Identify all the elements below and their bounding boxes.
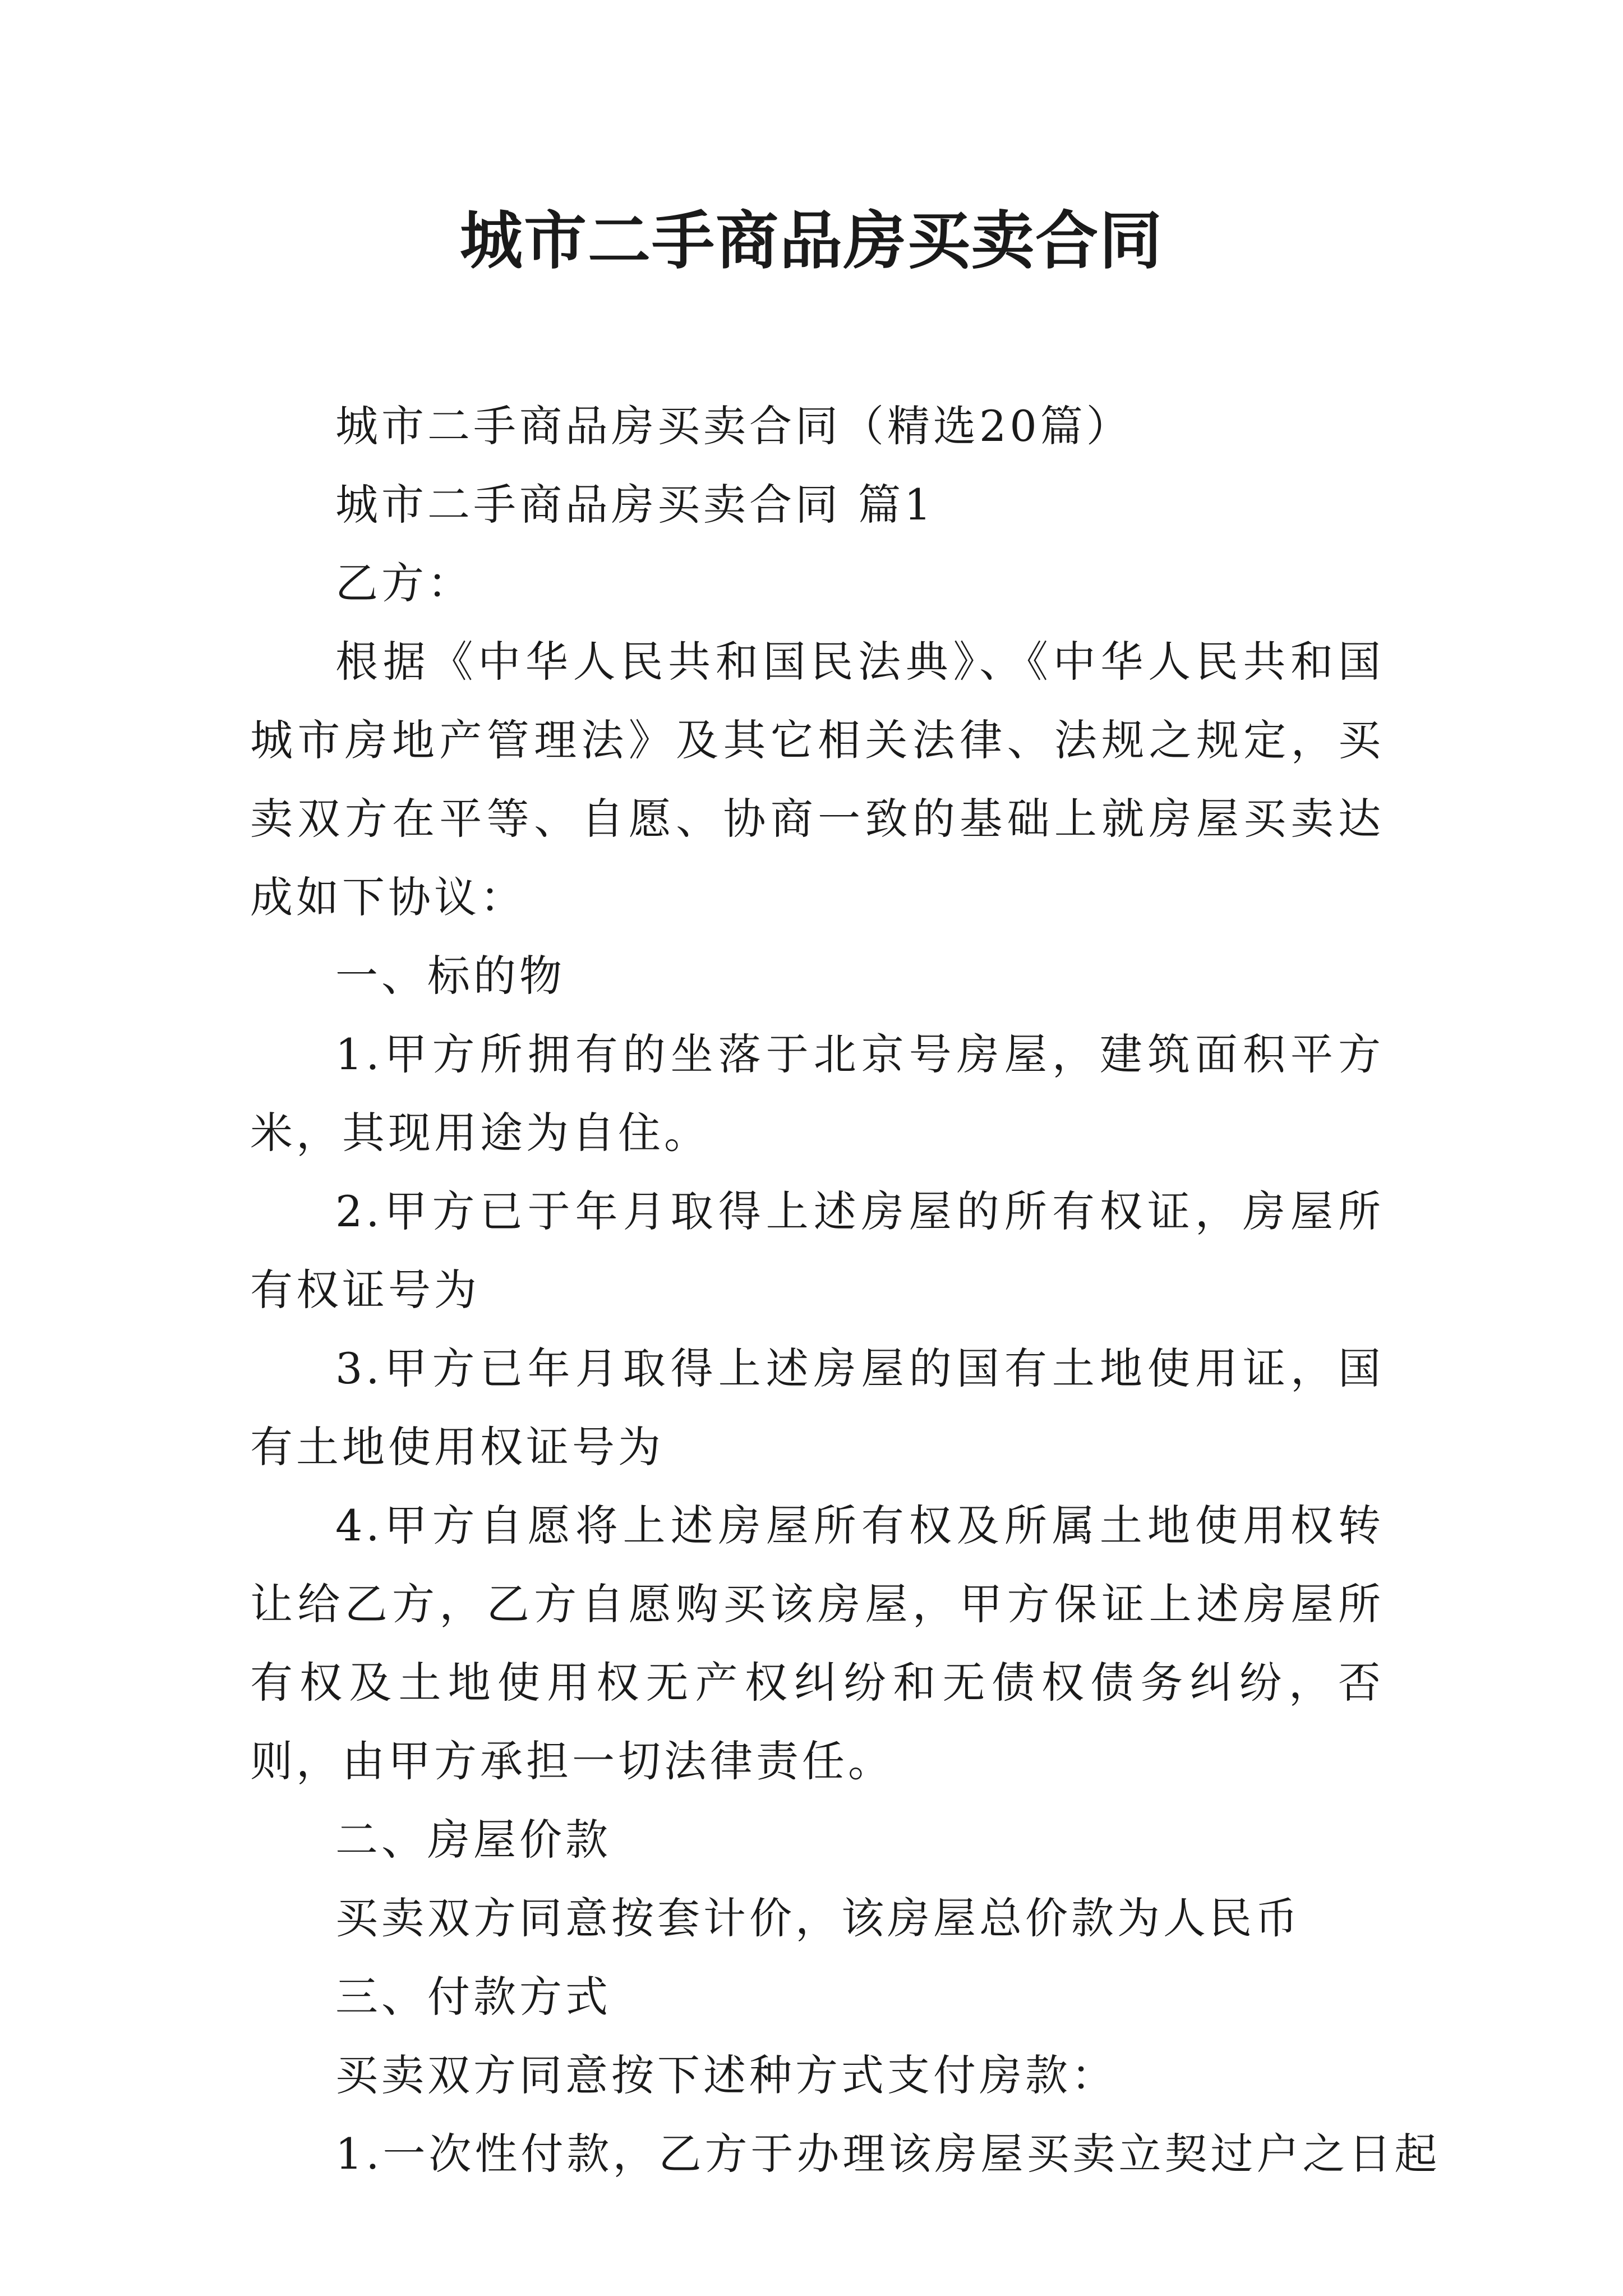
clause-heading-price: 二、房屋价款 xyxy=(335,1815,611,1865)
clause-heading-payment: 三、付款方式 xyxy=(335,1972,611,2022)
clause-paragraph: 1.甲方所拥有的坐落于北京号房屋，建筑面积平方米，其现用途为自住。 xyxy=(250,1029,1384,1158)
clause-paragraph: 4.甲方自愿将上述房屋所有权及所属土地使用权转让给乙方，乙方自愿购买该房屋，甲方保证上述房屋所有权及土地使用权无产权纠纷和无债权债务纠纷，否则，由甲方承担一切法律责任。 xyxy=(250,1501,1384,1786)
clause-heading-subject: 一、标的物 xyxy=(335,951,565,1001)
clause-paragraph: 3.甲方已年月取得上述房屋的国有土地使用证，国有土地使用权证号为 xyxy=(250,1343,1384,1472)
preamble-paragraph: 根据《中华人民共和国民法典》、《中华人民共和国城市房地产管理法》及其它相关法律、法规之规定，买卖双方在平等、自愿、协商一致的基础上就房屋买卖达成如下协议： xyxy=(250,637,1384,922)
clause-paragraph: 买卖双方同意按套计价，该房屋总价款为人民币 xyxy=(335,1893,1301,1943)
clause-paragraph: 1.一次性付款，乙方于办理该房屋买卖立契过户之日起 xyxy=(335,2129,1441,2179)
document-body xyxy=(250,387,1441,2193)
document-title: 城市二手商品房买卖合同 xyxy=(460,204,1163,278)
party-b-label: 乙方： xyxy=(335,558,473,608)
section-heading-article-1: 城市二手商品房买卖合同 篇1 xyxy=(335,480,935,530)
clause-paragraph: 2.甲方已于年月取得上述房屋的所有权证，房屋所有权证号为 xyxy=(250,1186,1384,1315)
clause-paragraph: 买卖双方同意按下述种方式支付房款： xyxy=(335,2050,1117,2100)
subtitle-paragraph: 城市二手商品房买卖合同（精选20篇） xyxy=(335,401,1132,451)
